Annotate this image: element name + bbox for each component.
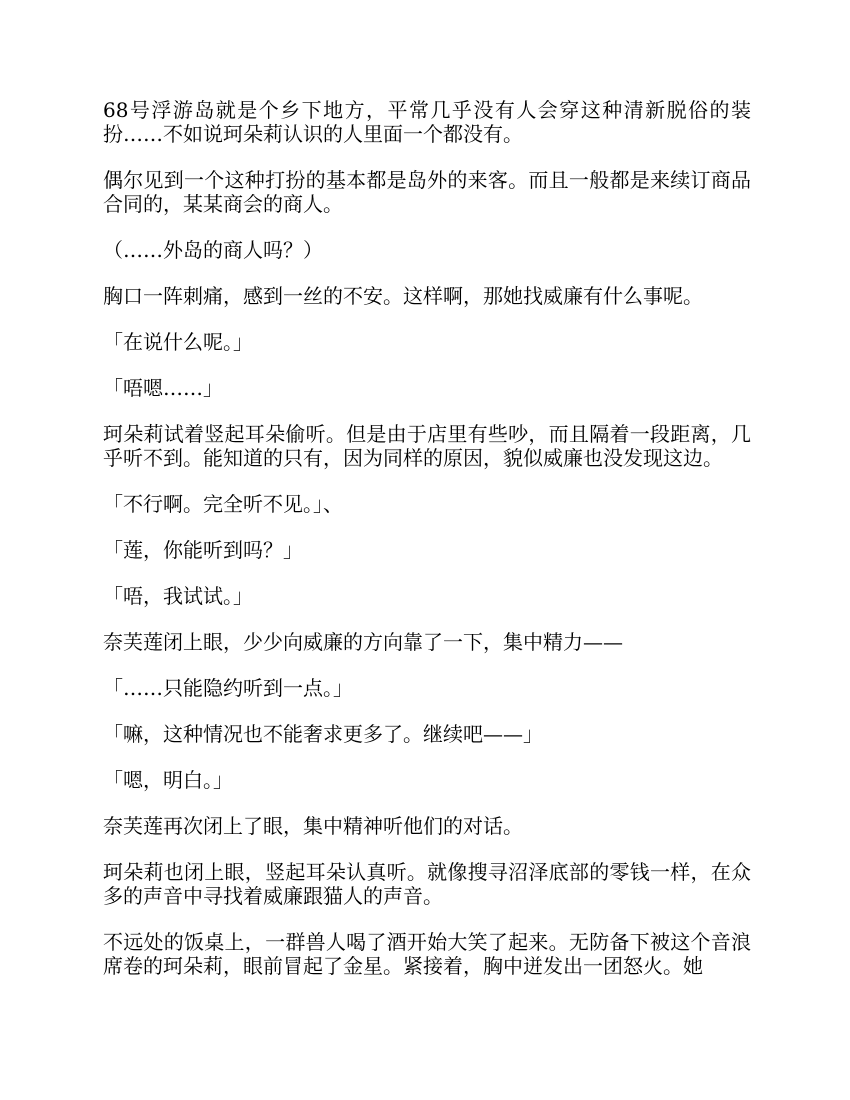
paragraph: 偶尔见到一个这种打扮的基本都是岛外的来客。而且一般都是来续订商品合同的，某某商会的商人。 — [103, 168, 751, 216]
paragraph: 「在说什么呢。」 — [103, 330, 253, 354]
paragraph: 「嗯，明白。」 — [103, 768, 233, 792]
document-body — [103, 98, 751, 1000]
paragraph: 珂朵莉也闭上眼，竖起耳朵认真听。就像搜寻沼泽底部的零钱一样，在众多的声音中寻找着威廉跟猫人的声音。 — [103, 860, 751, 908]
paragraph: 不远处的饭桌上，一群兽人喝了酒开始大笑了起来。无防备下被这个音浪席卷的珂朵莉，眼前冒起了金星。紧接着，胸中迸发出一团怒火。她 — [103, 930, 751, 978]
paragraph: 奈芙莲再次闭上了眼，集中精神听他们的对话。 — [103, 814, 523, 838]
paragraph: 奈芙莲闭上眼，少少向威廉的方向靠了一下，集中精力—— — [103, 630, 623, 654]
paragraph: 珂朵莉试着竖起耳朵偷听。但是由于店里有些吵，而且隔着一段距离，几乎听不到。能知道的只有，因为同样的原因，貌似威廉也没发现这边。 — [103, 422, 751, 470]
paragraph: 「不行啊。完全听不见。」、 — [103, 492, 343, 516]
paragraph: 「……只能隐约听到一点。」 — [103, 676, 353, 700]
paragraph: 68号浮游岛就是个乡下地方，平常几乎没有人会穿这种清新脱俗的装扮……不如说珂朵莉认识的人里面一个都没有。 — [103, 98, 751, 146]
paragraph: （……外岛的商人吗？） — [103, 238, 323, 262]
paragraph: 「唔嗯……」 — [103, 376, 223, 400]
paragraph: 「唔，我试试。」 — [103, 584, 253, 608]
paragraph: 「嘛，这种情况也不能奢求更多了。继续吧——」 — [103, 722, 543, 746]
paragraph: 「莲，你能听到吗？」 — [103, 538, 303, 562]
paragraph: 胸口一阵刺痛，感到一丝的不安。这样啊，那她找威廉有什么事呢。 — [103, 284, 703, 308]
